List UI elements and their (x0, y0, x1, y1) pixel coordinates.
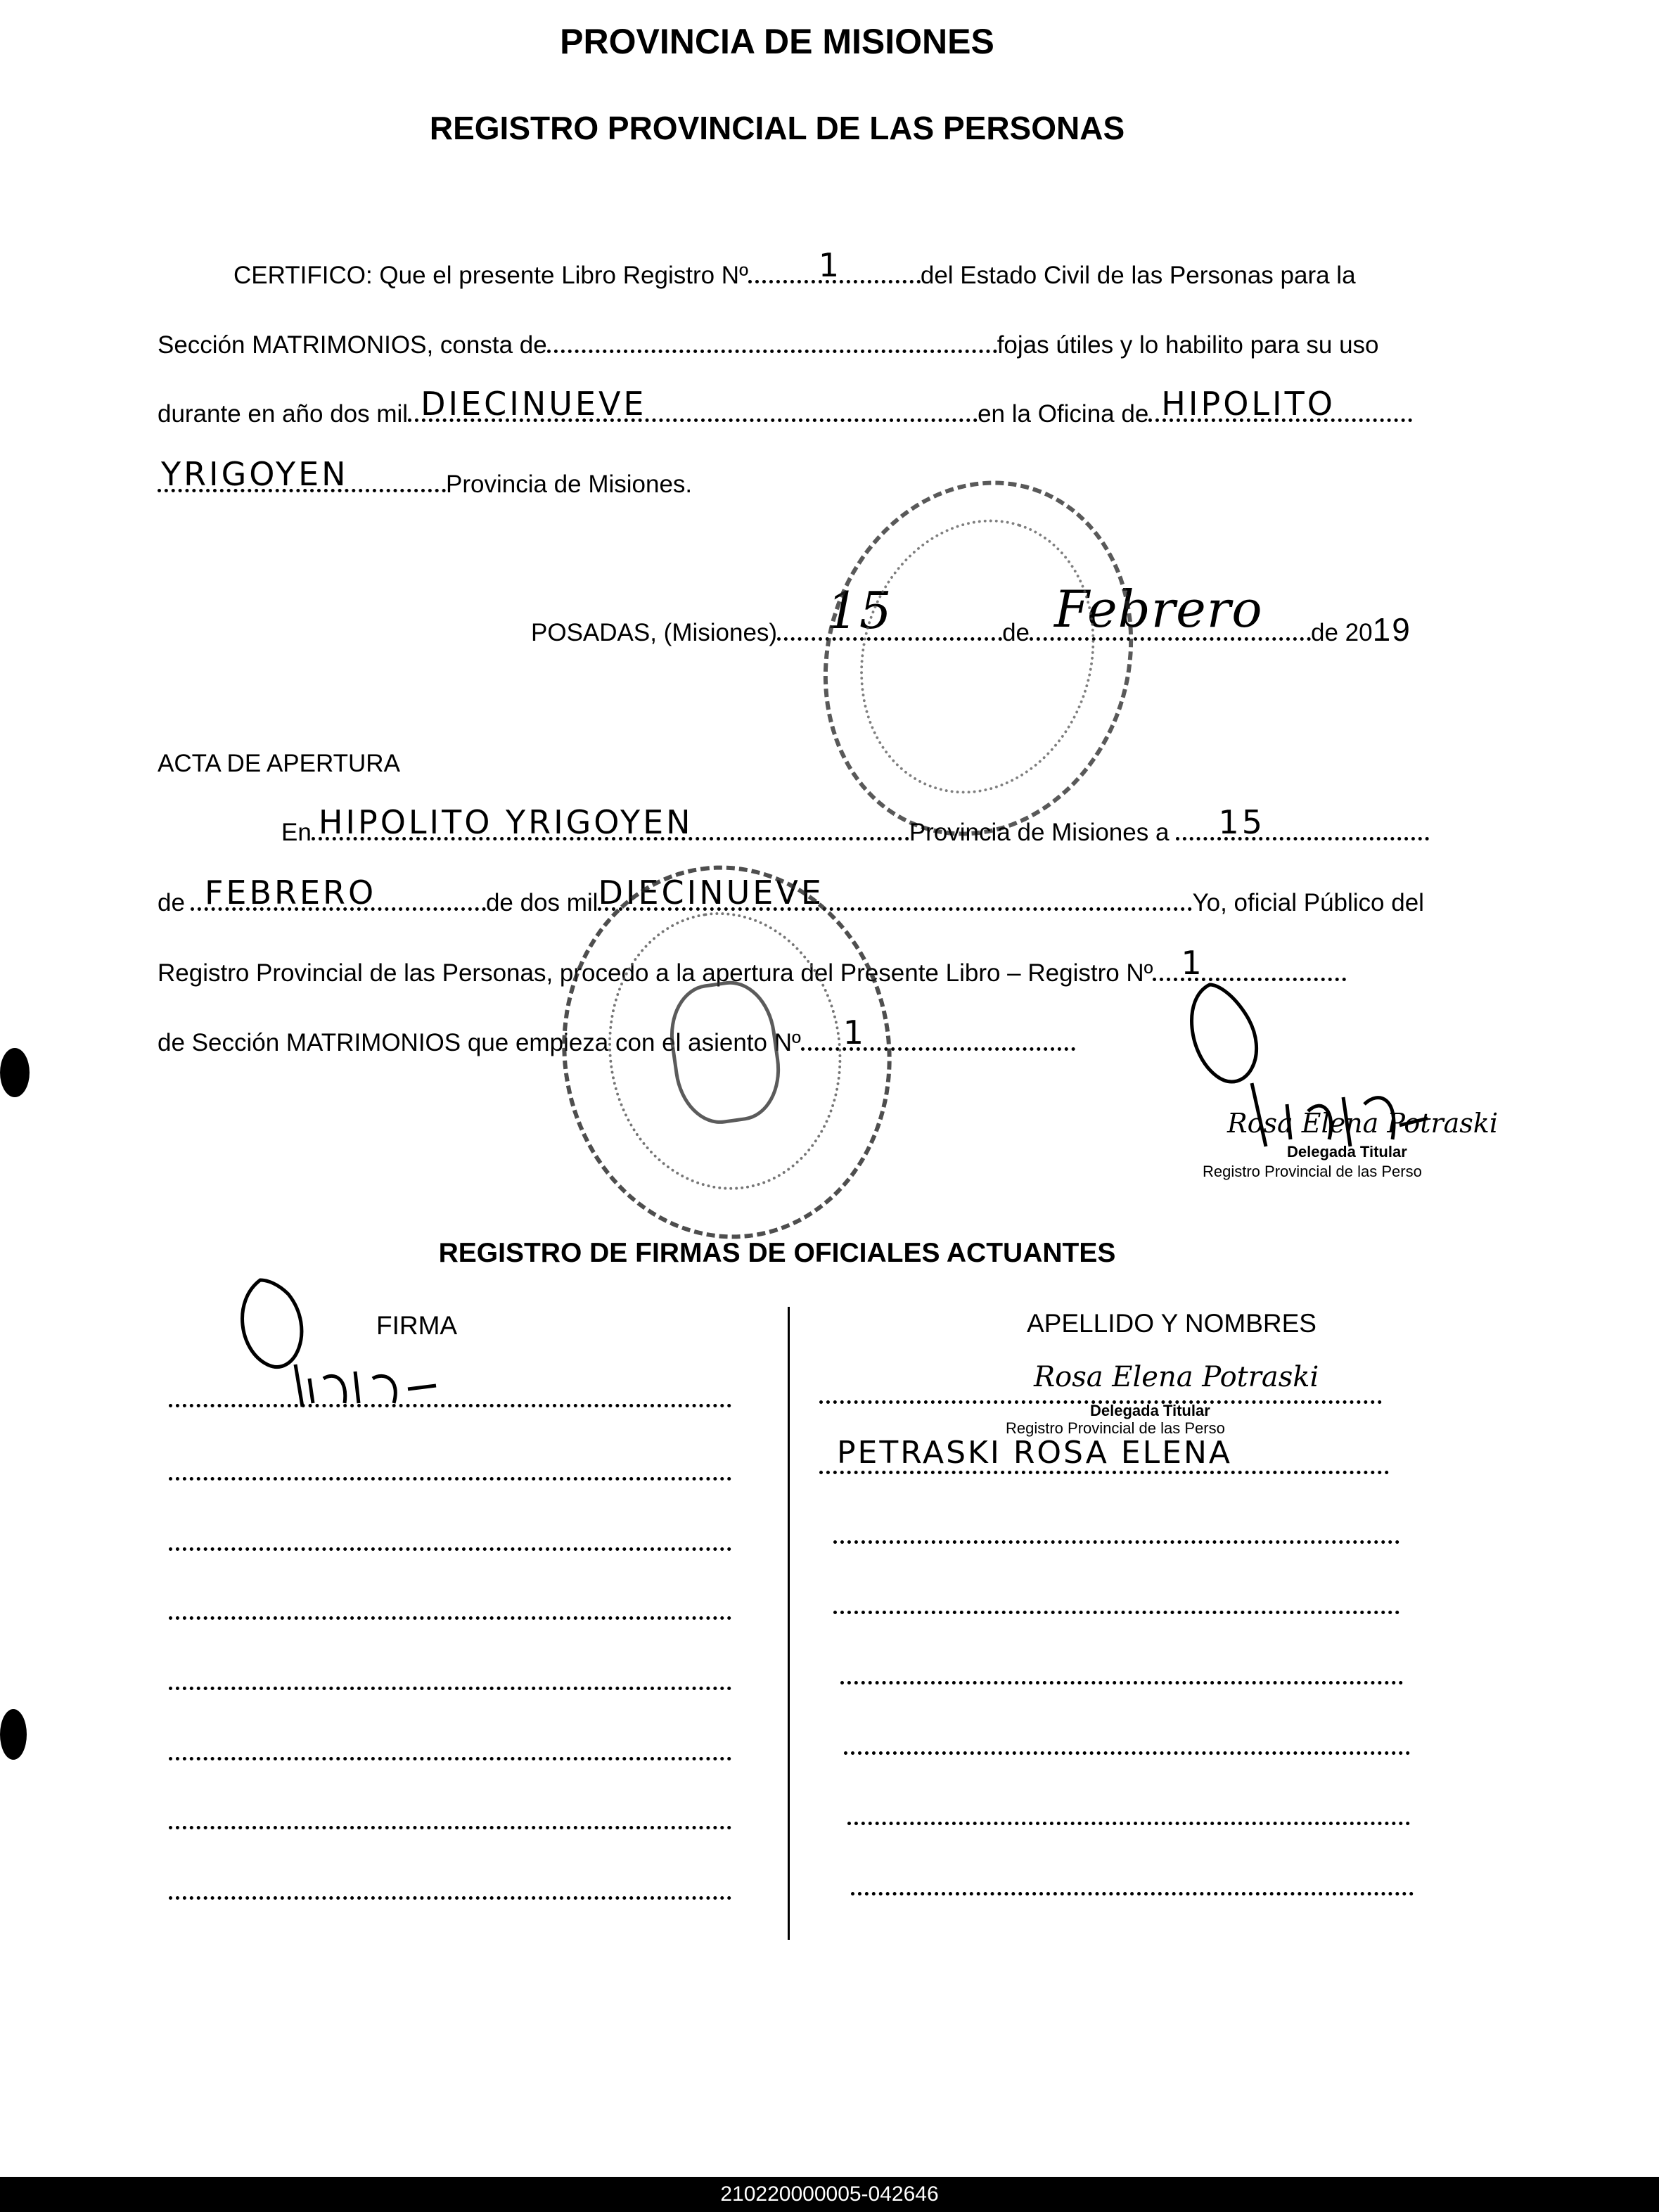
office-part-1: HIPOLITO (1161, 385, 1335, 423)
nombre-line (847, 1817, 1410, 1825)
office-field (1148, 385, 1412, 423)
nombre-line (833, 1536, 1399, 1544)
acta-heading: ACTA DE APERTURA (158, 750, 400, 777)
certificate-line-4: YRIGOYEN Provincia de Misiones. (158, 471, 692, 499)
acta-line-3: Registro Provincial de las Personas, procedo a la apertura del Presente Libro – Registro Nº 1 (158, 959, 1346, 987)
entry-stamp-role: Delegada Titular (1090, 1402, 1210, 1419)
acta-location: HIPOLITO YRIGOYEN (318, 803, 693, 841)
office-part-2: YRIGOYEN (161, 455, 349, 493)
signature-stamp-role: Delegada Titular (1287, 1143, 1407, 1161)
acta-day-field (1176, 803, 1429, 841)
year-words: DIECINUEVE (421, 385, 647, 423)
firma-line (169, 1682, 731, 1690)
entry-stamp-office: Registro Provincial de las Perso (1006, 1419, 1225, 1437)
certificate-date-line: POSADAS, (Misiones) 15 de Febrero de 2019 (531, 580, 1411, 648)
nombre-line (844, 1747, 1410, 1755)
acta-asiento-number: 1 (843, 1014, 867, 1051)
binding-hole-mark (0, 1709, 27, 1760)
acta-month-field (191, 874, 486, 912)
certificate-line-2: Sección MATRIMONIOS, consta de fojas útiles y lo habilito para su uso (158, 331, 1379, 359)
month: Febrero (1054, 580, 1263, 639)
acta-registro-number: 1 (1181, 944, 1205, 982)
signature-stamp-office: Registro Provincial de las Perso (1203, 1163, 1422, 1180)
acta-line-1: En HIPOLITO YRIGOYEN Provincia de Misiones a 15 (281, 819, 1429, 847)
certificate-line-3: durante en año dos mil DIECINUEVE en la Oficina de HIPOLITO (158, 400, 1412, 428)
page-title: PROVINCIA DE MISIONES (560, 22, 994, 61)
document-code-footer: 210220000005-042646 (0, 2177, 1659, 2212)
nombre-line (851, 1888, 1414, 1895)
day: 15 (826, 581, 892, 640)
acta-line-4: de Sección MATRIMONIOS que empieza con el asiento Nº 1 (158, 1029, 1075, 1057)
year-suffix: 19 (1372, 611, 1411, 648)
certificate-line-1: CERTIFICO: Que el presente Libro Registro Nº 1 del Estado Civil de las Personas para la (233, 246, 1356, 289)
official-seal-stamp (778, 440, 1178, 876)
acta-year-words: DIECINUEVE (598, 874, 824, 912)
libro-number: 1 (818, 246, 843, 284)
firma-line (169, 1473, 731, 1481)
acta-month: FEBRERO (204, 874, 377, 912)
nombre-line (833, 1606, 1399, 1614)
acta-day: 15 (1218, 803, 1265, 841)
firma-line (169, 1753, 731, 1760)
entry-stamp-name: Rosa Elena Potraski (1034, 1361, 1319, 1393)
column-header-nombres: APELLIDO Y NOMBRES (1027, 1309, 1317, 1338)
nombre-line (840, 1677, 1403, 1684)
firma-line (169, 1892, 731, 1900)
entry-printed-name: PETRASKI ROSA ELENA (837, 1435, 1233, 1471)
office-continued-field (158, 455, 446, 493)
signature-stamp-name: Rosa Elena Potraski (1227, 1108, 1498, 1139)
libro-number-field (748, 246, 921, 284)
page-subtitle: REGISTRO PROVINCIAL DE LAS PERSONAS (429, 110, 1125, 146)
firma-signature (232, 1273, 485, 1414)
firma-line (169, 1543, 731, 1551)
firma-line (169, 1612, 731, 1620)
acta-line-2: de FEBRERO de dos mil DIECINUEVE Yo, oficial Público del (158, 874, 1424, 916)
firmas-heading: REGISTRO DE FIRMAS DE OFICIALES ACTUANTES (438, 1238, 1116, 1268)
binding-hole-mark (0, 1048, 30, 1097)
firma-line (169, 1822, 731, 1829)
column-header-firma: FIRMA (376, 1311, 458, 1340)
year-words-field (408, 385, 978, 423)
fojas-field (547, 344, 997, 353)
column-divider (788, 1307, 790, 1940)
